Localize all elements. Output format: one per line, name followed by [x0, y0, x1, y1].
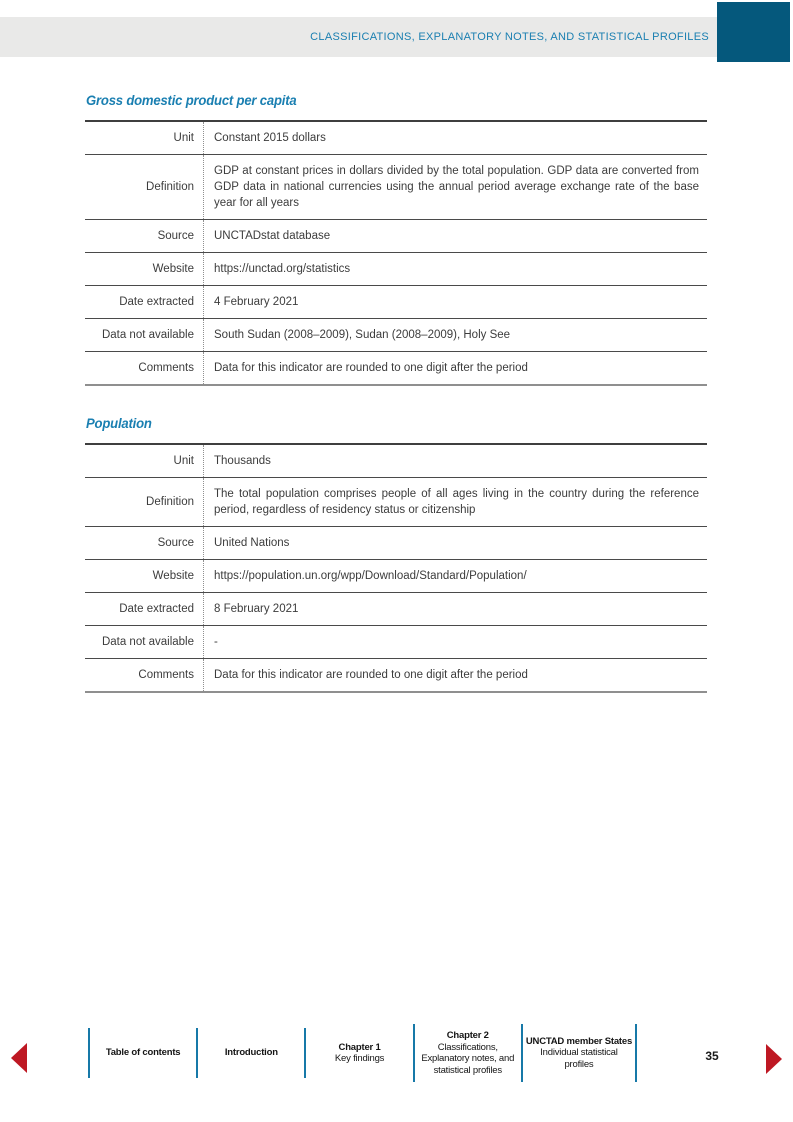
table-row-definition: [85, 155, 707, 220]
table-row-comments: [85, 659, 707, 691]
page-content: [85, 93, 707, 693]
table-row-website: [85, 560, 707, 593]
chapter-edge-tab: [717, 2, 790, 62]
table-row-definition: [85, 478, 707, 527]
row-value: 8 February 2021: [203, 593, 707, 625]
row-label: Definition: [146, 180, 194, 193]
table-row-date-extracted: [85, 593, 707, 626]
row-value: South Sudan (2008–2009), Sudan (2008–2009), Holy See: [203, 319, 707, 351]
row-label: Date extracted: [119, 602, 194, 615]
row-value: Data for this indicator are rounded to one digit after the period: [203, 352, 707, 384]
row-value: Constant 2015 dollars: [203, 122, 707, 154]
row-value: UNCTADstat database: [203, 220, 707, 252]
page-number: 35: [705, 1049, 719, 1063]
row-value: The total population comprises people of all ages living in the country during the reference period, regardless of residency status or citizenship: [203, 478, 707, 526]
nav-item-subtitle: Key findings: [334, 1053, 385, 1064]
row-value: GDP at constant prices in dollars divided by the total population. GDP data are converted from GDP data in national currencies using the annual period average exchange rate of the base year for all years: [203, 155, 707, 219]
table-row-website: [85, 253, 707, 286]
row-value: Data for this indicator are rounded to one digit after the period: [203, 659, 707, 691]
nav-item-introduction[interactable]: [196, 1028, 304, 1078]
row-label: Website: [152, 569, 194, 582]
row-value-url: https://unctad.org/statistics: [203, 253, 707, 285]
next-page-arrow-icon[interactable]: [766, 1044, 782, 1074]
row-value: Thousands: [203, 445, 707, 477]
indicator-table-gdp: [85, 120, 707, 386]
row-label: Date extracted: [119, 295, 194, 308]
table-row-date-extracted: [85, 286, 707, 319]
row-value: 4 February 2021: [203, 286, 707, 318]
nav-item-title: Chapter 2: [446, 1030, 489, 1041]
table-row-comments: [85, 352, 707, 384]
table-row-source: [85, 527, 707, 560]
row-label: Definition: [146, 495, 194, 508]
footer-nav: [88, 1024, 637, 1082]
nav-item-chapter-1[interactable]: [304, 1028, 412, 1078]
section-title-population: Population: [86, 416, 152, 431]
nav-item-title: Introduction: [224, 1047, 278, 1059]
row-label: Source: [157, 536, 194, 549]
row-label: Data not available: [101, 635, 194, 648]
row-label: Data not available: [101, 328, 194, 341]
row-label: Unit: [173, 454, 194, 467]
section-title-gdp-per-capita: Gross domestic product per capita: [86, 93, 297, 108]
row-value: -: [203, 626, 707, 658]
nav-item-subtitle: Classifications, Explanatory notes, and statistical profiles: [421, 1041, 515, 1076]
nav-item-member-states[interactable]: [521, 1024, 637, 1082]
running-header-title: CLASSIFICATIONS, EXPLANATORY NOTES, AND STATISTICAL PROFILES: [310, 31, 709, 43]
table-row-unit: [85, 122, 707, 155]
row-label: Comments: [138, 361, 194, 374]
row-label: Unit: [173, 131, 194, 144]
nav-item-title: UNCTAD member States: [525, 1035, 633, 1047]
nav-item-title: Table of contents: [105, 1047, 181, 1059]
table-row-data-not-available: [85, 626, 707, 659]
nav-item-title: Chapter 1: [338, 1041, 381, 1053]
row-value-url: https://population.un.org/wpp/Download/Standard/Population/: [203, 560, 707, 592]
row-label: Website: [152, 262, 194, 275]
header-band: [0, 17, 717, 57]
row-label: Comments: [138, 668, 194, 681]
previous-page-arrow-icon[interactable]: [11, 1043, 27, 1073]
nav-item-subtitle: Individual statistical profiles: [540, 1047, 618, 1070]
nav-item-table-of-contents[interactable]: [88, 1028, 196, 1078]
row-label: Source: [157, 229, 194, 242]
row-value: United Nations: [203, 527, 707, 559]
nav-item-chapter-2[interactable]: [413, 1024, 521, 1082]
table-row-unit: [85, 445, 707, 478]
indicator-table-population: [85, 443, 707, 693]
table-row-source: [85, 220, 707, 253]
table-row-data-not-available: [85, 319, 707, 352]
